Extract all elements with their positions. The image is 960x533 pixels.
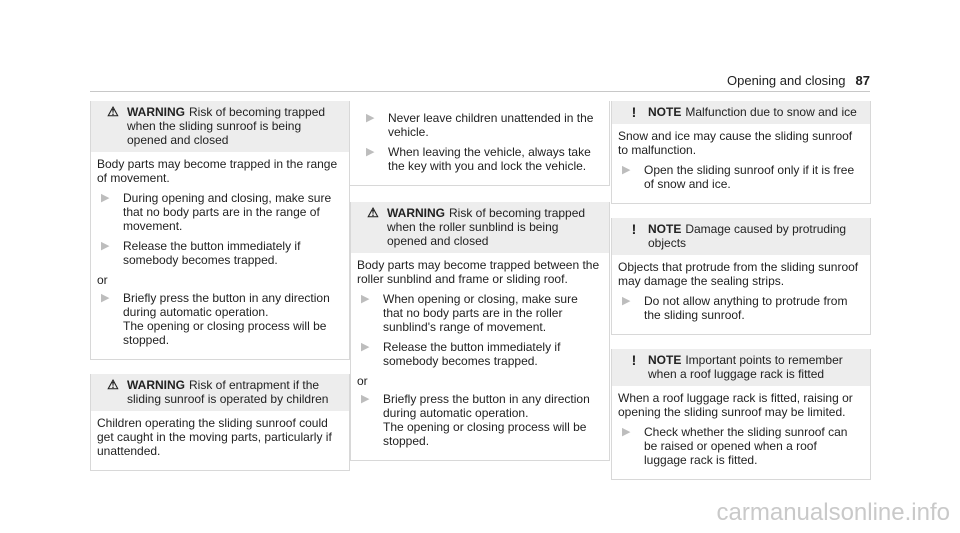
arrow-icon: ▶ bbox=[622, 164, 631, 176]
note-header bbox=[612, 218, 870, 255]
note-intro: When a roof luggage rack is fitted, raising or opening the sliding sunroof may be limited. bbox=[618, 391, 853, 419]
step-text: Never leave children unattended in the vehicle. bbox=[388, 111, 594, 139]
warning-label: WARNING bbox=[127, 105, 185, 119]
step-text: Open the sliding sunroof only if it is free of snow and ice. bbox=[644, 163, 855, 191]
step-text: Release the button immediately if somebody becomes trapped. bbox=[383, 340, 561, 368]
warning-title: Risk of entrapment if the sliding sunroof is operated by children bbox=[127, 378, 329, 406]
warning-box-sunroof-trap bbox=[90, 101, 350, 360]
note-icon: ! bbox=[631, 352, 637, 368]
or-text: or bbox=[357, 374, 368, 388]
watermark: carmanualsonline.info bbox=[716, 499, 950, 526]
page-header bbox=[727, 73, 870, 88]
warning-body: Children operating the sliding sunroof could get caught in the moving parts, particularly if unattended. bbox=[97, 416, 332, 458]
warning-header bbox=[91, 101, 349, 152]
warning-icon: ⚠ bbox=[107, 104, 119, 119]
arrow-icon: ▶ bbox=[366, 112, 375, 124]
warning-icon: ⚠ bbox=[367, 205, 379, 220]
warning-intro: Body parts may become trapped in the range of movement. bbox=[97, 157, 338, 185]
arrow-icon: ▶ bbox=[361, 341, 370, 353]
note-header bbox=[612, 349, 870, 386]
note-label: NOTE bbox=[648, 222, 682, 236]
header-rule bbox=[90, 91, 870, 92]
step-text: Do not allow anything to protrude from the sliding sunroof. bbox=[644, 294, 848, 322]
step-text: When leaving the vehicle, always take the key with you and lock the vehicle. bbox=[388, 145, 591, 173]
arrow-icon: ▶ bbox=[101, 240, 110, 252]
note-box-protruding bbox=[611, 218, 871, 335]
warning-intro: Body parts may become trapped between the roller sunblind and frame or sliding roof. bbox=[357, 258, 600, 286]
step-text: When opening or closing, make sure that no body parts are in the roller sunblind's range of movement. bbox=[383, 292, 578, 334]
arrow-icon: ▶ bbox=[361, 293, 370, 305]
warning-icon: ⚠ bbox=[107, 377, 119, 392]
note-icon: ! bbox=[631, 221, 637, 237]
continued-steps bbox=[350, 101, 610, 186]
note-title: Damage caused by protruding objects bbox=[648, 222, 847, 250]
step-text: Release the button immediately if somebody becomes trapped. bbox=[123, 239, 301, 267]
warning-header bbox=[91, 374, 349, 411]
warning-label: WARNING bbox=[387, 206, 445, 220]
warning-header bbox=[351, 202, 609, 253]
note-label: NOTE bbox=[648, 353, 682, 367]
warning-box-children bbox=[90, 374, 350, 471]
arrow-icon: ▶ bbox=[366, 146, 375, 158]
warning-title: Risk of becoming trapped when the sliding sunroof is being opened and closed bbox=[127, 105, 326, 147]
note-intro: Objects that protrude from the sliding sunroof may damage the sealing strips. bbox=[618, 260, 859, 288]
column-1 bbox=[90, 101, 350, 485]
arrow-icon: ▶ bbox=[622, 295, 631, 307]
note-box-roof-rack bbox=[611, 349, 871, 480]
arrow-icon: ▶ bbox=[101, 292, 110, 304]
step-text: Check whether the sliding sunroof can be raised or opened when a roof luggage rack is fitted. bbox=[644, 425, 848, 467]
note-label: NOTE bbox=[648, 105, 682, 119]
step-text: During opening and closing, make sure that no body parts are in the range of movement. bbox=[123, 191, 332, 233]
arrow-icon: ▶ bbox=[361, 393, 370, 405]
warning-label: WARNING bbox=[127, 378, 185, 392]
or-text: or bbox=[97, 273, 108, 287]
note-title: Important points to remember when a roof luggage rack is fitted bbox=[648, 353, 843, 381]
warning-title: Risk of becoming trapped when the roller sunblind is being opened and closed bbox=[387, 206, 586, 248]
arrow-icon: ▶ bbox=[622, 426, 631, 438]
note-intro: Snow and ice may cause the sliding sunroof to malfunction. bbox=[618, 129, 853, 157]
note-icon: ! bbox=[631, 104, 637, 120]
section-title: Opening and closing bbox=[727, 73, 846, 88]
step-text: Briefly press the button in any direction during automatic operation. The opening or closing process will be stopped. bbox=[123, 291, 330, 347]
note-title: Malfunction due to snow and ice bbox=[685, 105, 857, 119]
column-2 bbox=[350, 101, 610, 475]
note-box-snow-ice bbox=[611, 101, 871, 204]
warning-box-sunblind-trap bbox=[350, 202, 610, 461]
arrow-icon: ▶ bbox=[101, 192, 110, 204]
note-header bbox=[612, 101, 870, 124]
column-3 bbox=[611, 101, 871, 494]
step-text: Briefly press the button in any direction during automatic operation. The opening or closing process will be stopped. bbox=[383, 392, 590, 448]
page-number: 87 bbox=[855, 73, 870, 88]
